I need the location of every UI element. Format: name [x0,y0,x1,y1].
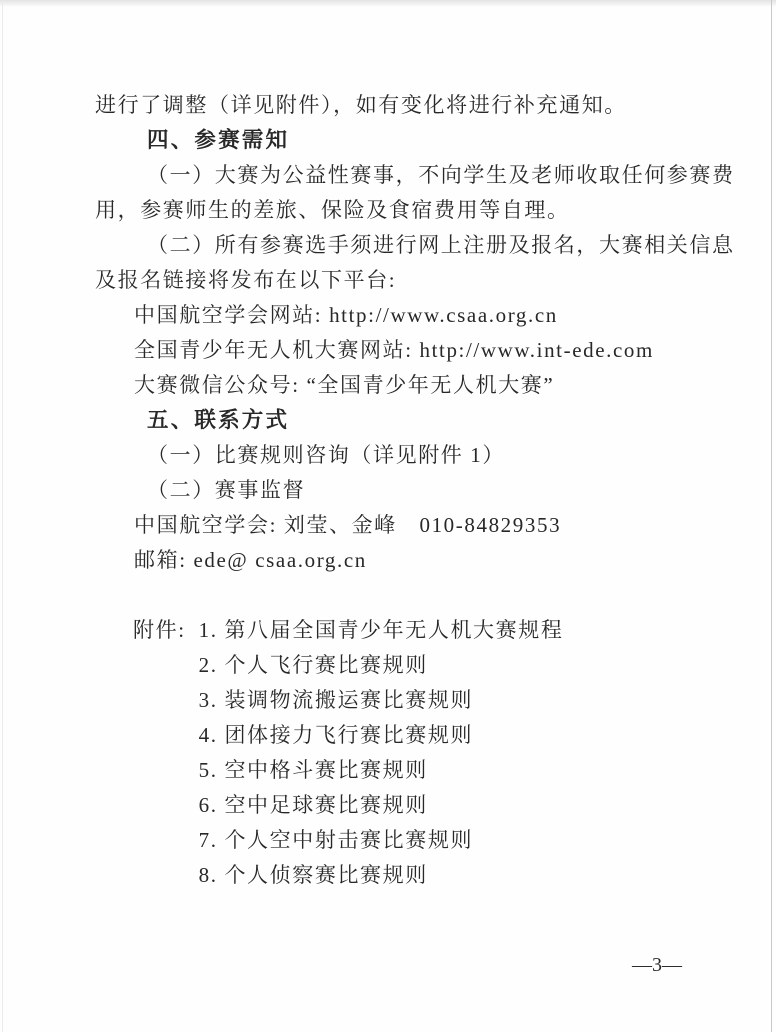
blank-line [95,578,705,613]
platform-wechat-account: 大赛微信公众号: “全国青少年无人机大赛” [134,373,555,397]
attachment-item-3: 3. 装调物流搬运赛比赛规则 [198,688,474,712]
paragraph-continuation-adjustment: 进行了调整（详见附件），如有变化将进行补充通知。 [95,93,627,117]
section-5-item-2: （二）赛事监督 [147,478,306,502]
attachment-item-1: 1. 第八届全国青少年无人机大赛规程 [198,618,564,642]
scan-edge-left [2,0,3,1032]
section-4-heading: 四、参赛需知 [147,128,290,152]
attachments-block [95,613,705,893]
section-5-item-1: （一）比赛规则咨询（详见附件 1） [147,443,505,467]
contact-persons-phone: 中国航空学会: 刘莹、金峰 010-84829353 [134,513,562,537]
section-5-heading: 五、联系方式 [147,408,290,432]
platform-competition-website: 全国青少年无人机大赛网站: http://www.int-ede.com [134,338,654,362]
section-4-item-2-line-2: 及报名链接将发布在以下平台: [95,268,397,292]
section-4-item-2-line-1: （二）所有参赛选手须进行网上注册及报名，大赛相关信息 [147,233,735,257]
attachment-item-6: 6. 空中足球赛比赛规则 [198,793,428,817]
attachments-list [199,613,564,893]
section-4-item-1-line-2: 用，参赛师生的差旅、保险及食宿费用等自理。 [95,198,570,222]
scan-edge-top [0,0,776,7]
attachments-label: 附件: [133,618,186,642]
attachment-item-7: 7. 个人空中射击赛比赛规则 [198,828,474,852]
section-4-item-1-line-1: （一）大赛为公益性赛事，不向学生及老师收取任何参赛费 [147,163,735,187]
contact-email: 邮箱: ede@ csaa.org.cn [134,548,367,572]
page-number: —3— [632,954,682,976]
scan-edge-right [771,0,772,1032]
attachment-item-5: 5. 空中格斗赛比赛规则 [198,758,428,782]
attachment-item-4: 4. 团体接力飞行赛比赛规则 [198,723,474,747]
attachment-item-8: 8. 个人侦察赛比赛规则 [198,863,428,887]
document-body [95,88,735,893]
platform-csaa-website: 中国航空学会网站: http://www.csaa.org.cn [134,303,558,327]
attachment-item-2: 2. 个人飞行赛比赛规则 [198,653,428,677]
